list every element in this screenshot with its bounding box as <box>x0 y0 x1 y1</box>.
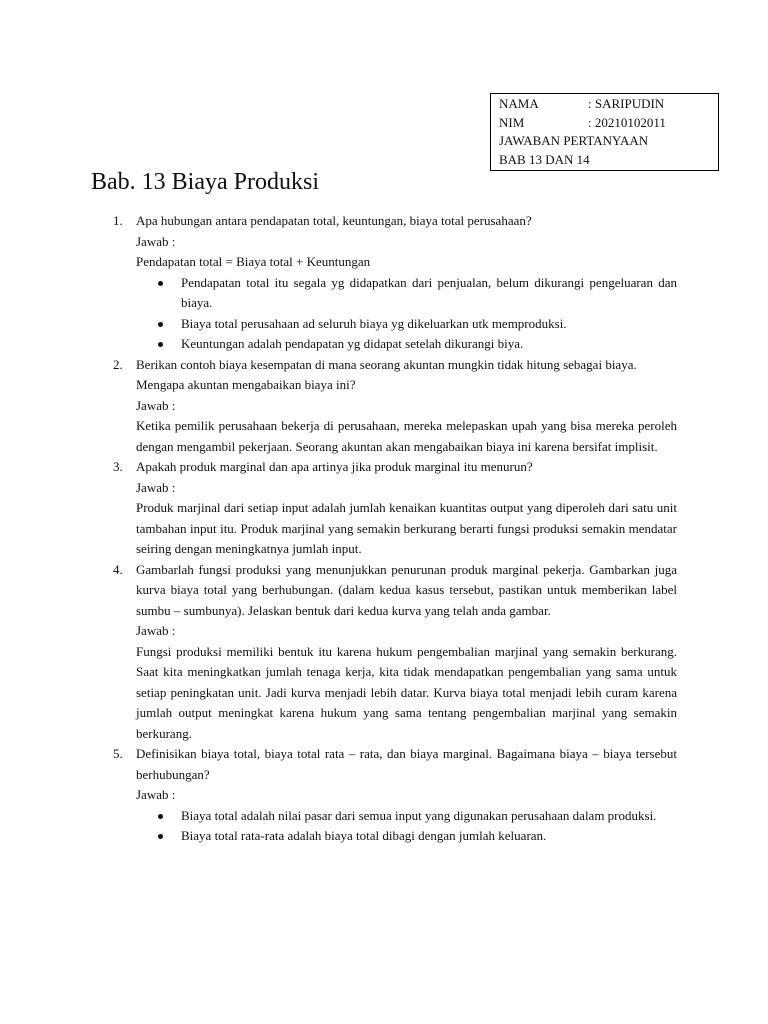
assignment-line: JAWABAN PERTANYAAN <box>499 133 649 148</box>
bullet-icon <box>158 342 163 347</box>
bullet-text: Biaya total perusahaan ad seluruh biaya yg dikeluarkan utk memproduksi. <box>181 315 567 331</box>
question-text: Gambarlah fungsi produksi yang menunjukkan penurunan produk marginal pekerja. Gambarkan juga kurva biaya total yang berhubungan. (dalam kedua kasus tersebut, pastikan untuk memberikan label sumbu – sumbunya). Jelaskan bentuk dari kedua kurva yang telah anda gambar. <box>136 561 677 618</box>
jawab-label: Jawab : <box>136 623 176 638</box>
answer-bullets <box>136 273 677 355</box>
bullet-item <box>136 273 677 314</box>
question-item-5 <box>0 744 768 847</box>
name-row <box>499 95 718 114</box>
jawab-label: Jawab : <box>136 233 176 249</box>
answer-text: Pendapatan total = Biaya total + Keuntungan <box>136 254 371 269</box>
question-item-3 <box>0 457 768 560</box>
question-text: Apakah produk marginal dan apa artinya jika produk marginal itu menurun? <box>136 459 533 474</box>
bullet-icon <box>158 814 163 819</box>
jawab-label: Jawab : <box>136 479 176 495</box>
name-label: NAMA <box>499 96 539 111</box>
answer-text: Fungsi produksi memiliki bentuk itu karena hukum pengembalian marjinal yang semakin berkurang. Saat kita meningkatkan jumlah tenaga kerja, kita tidak mendapatkan pengembalian yang sama untuk setiap peningkatan unit. Jadi kurva menjadi lebih datar. Kurva biaya total menjadi lebih curam karena jumlah output meningkat karena hukum yang sama tentang pengembalian marjinal yang semakin berkurang. <box>136 643 677 741</box>
jawab-label: Jawab : <box>136 787 176 802</box>
jawab-label: Jawab : <box>136 397 176 413</box>
answer-text: Produk marjinal dari setiap input adalah jumlah kenaikan kuantitas output yang diperoleh dari satu unit tambahan input itu. Produk marjinal yang semakin berkurang berarti fungsi produksi semakin mendatar seiring dengan meningkatnya jumlah input. <box>136 500 677 556</box>
page-title: Bab. 13 Biaya Produksi <box>91 169 319 195</box>
bullet-icon <box>158 322 163 327</box>
answer-text: Ketika pemilik perusahaan bekerja di perusahaan, mereka melepaskan upah yang bisa mereka peroleh dengan mengambil pekerjaan. Seorang akuntan akan mengabaikan biaya ini karena bersifat implisit. <box>136 418 677 454</box>
question-number: 1. <box>113 213 123 228</box>
question-item-1 <box>0 211 768 355</box>
student-info-box <box>490 93 719 171</box>
question-number: 3. <box>113 459 123 474</box>
chapter-line: BAB 13 DAN 14 <box>499 151 590 167</box>
nim-row <box>499 114 718 133</box>
question-number: 2. <box>113 356 123 372</box>
bullet-item <box>136 334 677 355</box>
question-text: Definisikan biaya total, biaya total rata – rata, dan biaya marginal. Bagaimana biaya – biaya tersebut berhubungan? <box>136 746 677 782</box>
bullet-text: Pendapatan total itu segala yg didapatkan dari penjualan, belum dikurangi pengeluaran dan biaya. <box>181 274 677 310</box>
bullet-text: Keuntungan adalah pendapatan yg didapat setelah dikurangi biya. <box>181 336 524 351</box>
bullet-item <box>136 806 677 827</box>
question-number: 5. <box>113 746 123 761</box>
bullet-icon <box>158 834 163 839</box>
nim-label: NIM <box>499 114 525 130</box>
name-value: : SARIPUDIN <box>588 96 665 111</box>
question-item-4 <box>0 560 768 745</box>
question-text: Berikan contoh biaya kesempatan di mana seorang akuntan mungkin tidak hitung sebagai biaya. Mengapa akuntan mengabaikan biaya ini? <box>136 356 637 392</box>
bullet-text: Biaya total rata-rata adalah biaya total dibagi dengan jumlah keluaran. <box>181 828 547 843</box>
answer-bullets <box>136 806 677 847</box>
nim-value: : 20210102011 <box>588 114 666 130</box>
bullet-icon <box>158 281 163 286</box>
bullet-item <box>136 314 677 335</box>
bullet-text: Biaya total adalah nilai pasar dari semua input yang digunakan perusahaan dalam produksi. <box>181 807 657 823</box>
question-text: Apa hubungan antara pendapatan total, keuntungan, biaya total perusahaan? <box>136 213 532 228</box>
question-number: 4. <box>113 561 123 577</box>
question-item-2 <box>0 355 768 458</box>
question-list <box>0 211 768 847</box>
bullet-item <box>136 826 677 847</box>
